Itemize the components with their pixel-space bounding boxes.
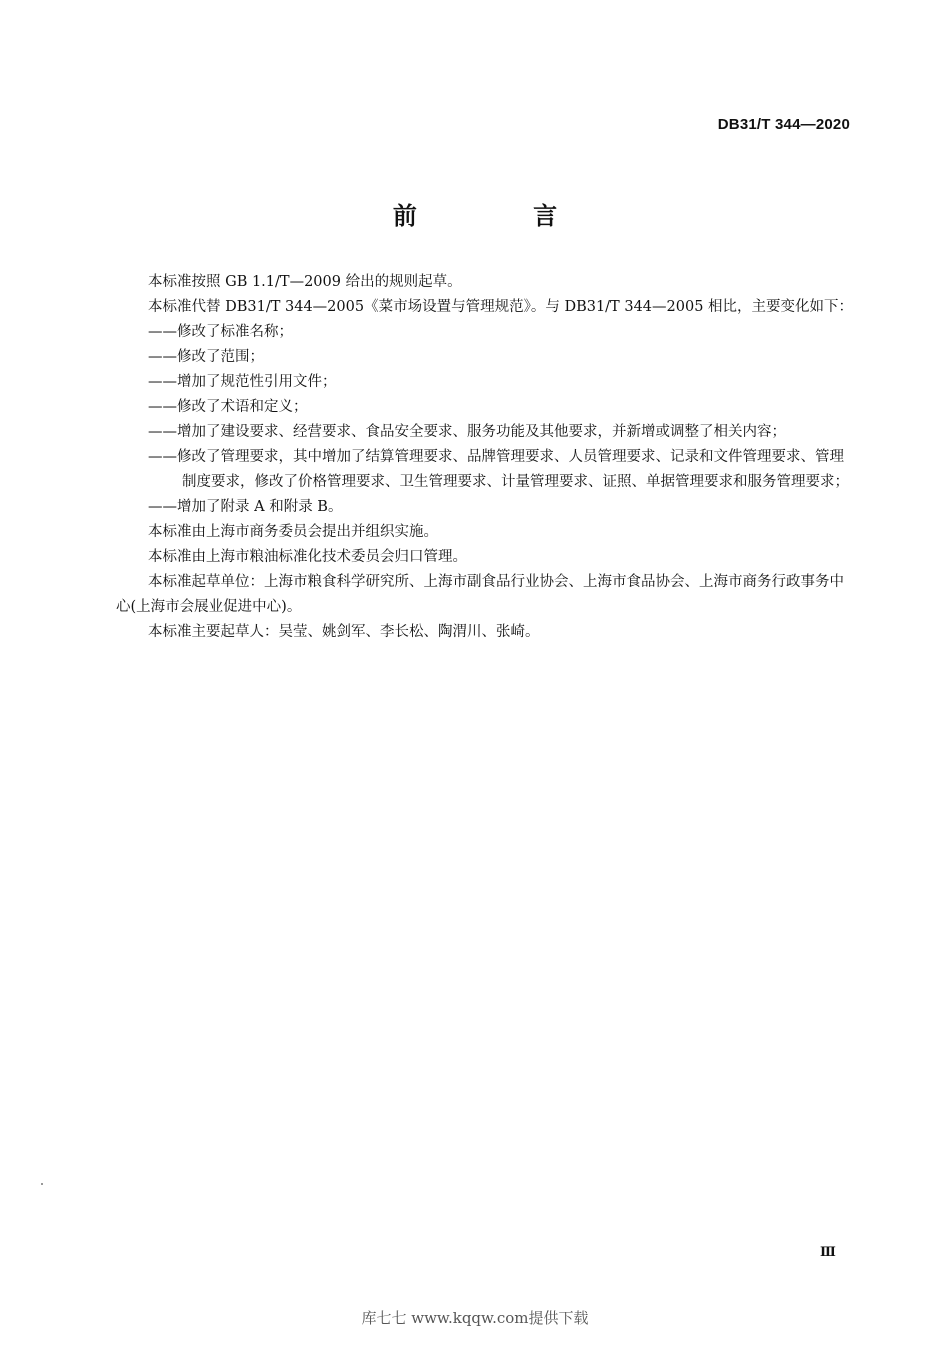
page-number: Ⅲ xyxy=(820,1244,836,1259)
change-item: ——增加了建设要求、经营要求、食品安全要求、服务功能及其他要求，并新增或调整了相关内容； xyxy=(148,424,786,440)
paragraph-drafting-rules: 本标准按照 GB 1.1/T—2009 给出的规则起草。 xyxy=(148,274,462,290)
change-item: ——修改了术语和定义； xyxy=(148,399,308,415)
change-item: ——修改了范围； xyxy=(148,349,264,365)
paragraph-drafting-units: 本标准起草单位：上海市粮食科学研究所、上海市副食品行业协会、上海市食品协会、上海市商务行政事务中心(上海市会展业促进中心)。 xyxy=(116,574,844,615)
paragraph-administrator: 本标准由上海市粮油标准化技术委员会归口管理。 xyxy=(148,549,467,565)
scan-speck xyxy=(41,1183,43,1185)
paragraph-replacement: 本标准代替 DB31/T 344—2005《菜市场设置与管理规范》。与 DB31/T 344—2005 相比，主要变化如下： xyxy=(148,299,854,315)
change-item: ——增加了规范性引用文件； xyxy=(148,374,337,390)
standard-code: DB31/T 344—2020 xyxy=(717,116,850,133)
paragraph-drafters: 本标准主要起草人：吴莹、姚剑军、李长松、陶渭川、张崎。 xyxy=(148,624,540,640)
change-item: ——增加了附录 A 和附录 B。 xyxy=(148,499,343,515)
change-item: ——修改了管理要求，其中增加了结算管理要求、品牌管理要求、人员管理要求、记录和文件管理要求、管理制度要求，修改了价格管理要求、卫生管理要求、计量管理要求、证照、单据管理要求和服务管理要求； xyxy=(148,449,849,490)
paragraph-proposer: 本标准由上海市商务委员会提出并组织实施。 xyxy=(148,524,438,540)
change-item: ——修改了标准名称； xyxy=(148,324,293,340)
foreword-body xyxy=(116,270,856,645)
download-watermark: 库七七 www.kqqw.com提供下载 xyxy=(361,1309,589,1327)
page-title: 前 言 xyxy=(392,202,612,230)
